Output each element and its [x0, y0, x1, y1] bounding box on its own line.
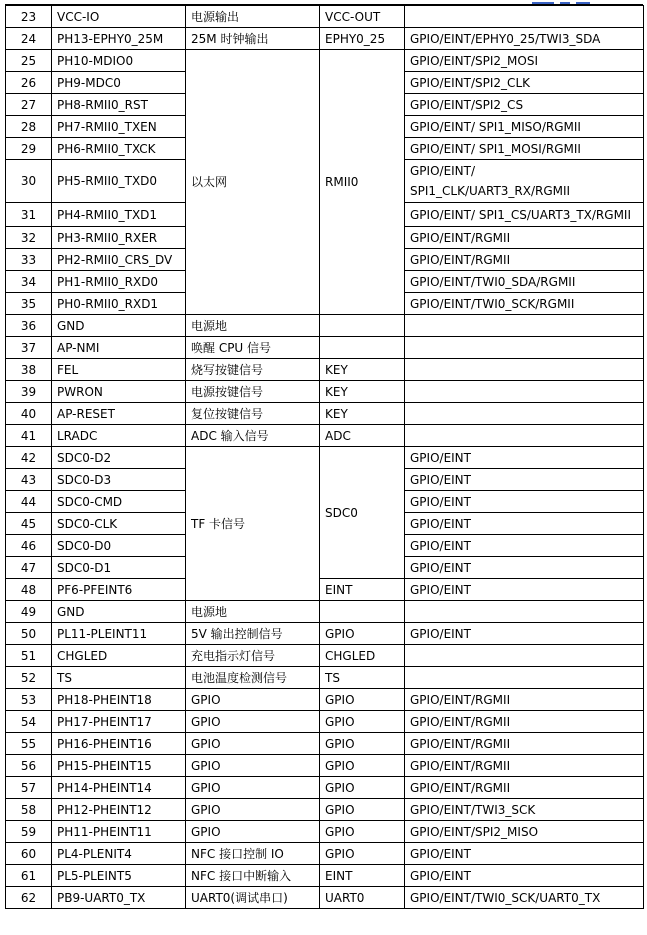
pin-name: PH7-RMII0_TXEN	[52, 116, 186, 138]
pin-description: 电源地	[186, 601, 320, 623]
pin-gpio	[405, 645, 644, 667]
pin-gpio: GPIO/EINT/EPHY0_25/TWI3_SDA	[405, 28, 644, 50]
pin-number: 23	[6, 6, 52, 28]
pin-description: 唤醒 CPU 信号	[186, 337, 320, 359]
table-row	[6, 381, 644, 403]
table-row	[6, 667, 644, 689]
pin-function: TS	[320, 667, 405, 689]
pin-gpio: GPIO/EINT	[405, 865, 644, 887]
pin-gpio: GPIO/EINT	[405, 447, 644, 469]
pin-name: PH11-PHEINT11	[52, 821, 186, 843]
pin-function: GPIO	[320, 821, 405, 843]
pin-gpio	[405, 601, 644, 623]
pin-number: 24	[6, 28, 52, 50]
pin-name: AP-NMI	[52, 337, 186, 359]
pin-gpio: GPIO/EINT/ SPI1_MISO/RGMII	[405, 116, 644, 138]
pin-gpio: GPIO/EINT/SPI2_MOSI	[405, 50, 644, 72]
pin-number: 31	[6, 203, 52, 227]
table-row	[6, 887, 644, 909]
pin-number: 39	[6, 381, 52, 403]
pin-name: PL11-PLEINT11	[52, 623, 186, 645]
pin-gpio: GPIO/EINT/TWI0_SCK/RGMII	[405, 293, 644, 315]
pin-number: 45	[6, 513, 52, 535]
pin-function: UART0	[320, 887, 405, 909]
pin-number: 61	[6, 865, 52, 887]
header-mark	[532, 2, 554, 4]
table-row	[6, 315, 644, 337]
table-row	[6, 359, 644, 381]
pin-description: GPIO	[186, 777, 320, 799]
pin-description: 复位按键信号	[186, 403, 320, 425]
pin-name: PH6-RMII0_TXCK	[52, 138, 186, 160]
pin-number: 35	[6, 293, 52, 315]
pin-description: 烧写按键信号	[186, 359, 320, 381]
pin-description-tf-card: TF 卡信号	[186, 447, 320, 601]
pin-number: 62	[6, 887, 52, 909]
pin-description-ethernet: 以太网	[186, 50, 320, 315]
pin-name: PH14-PHEINT14	[52, 777, 186, 799]
pin-name: PH2-RMII0_CRS_DV	[52, 249, 186, 271]
pin-function: GPIO	[320, 711, 405, 733]
pin-gpio	[405, 403, 644, 425]
pin-function: KEY	[320, 381, 405, 403]
pin-number: 47	[6, 557, 52, 579]
pin-description: GPIO	[186, 755, 320, 777]
pin-function: KEY	[320, 403, 405, 425]
pin-name: GND	[52, 315, 186, 337]
pin-function: GPIO	[320, 689, 405, 711]
pin-number: 29	[6, 138, 52, 160]
pin-function	[320, 315, 405, 337]
table-row	[6, 843, 644, 865]
pin-gpio: GPIO/EINT/RGMII	[405, 711, 644, 733]
table-row	[6, 645, 644, 667]
pin-name: SDC0-D2	[52, 447, 186, 469]
pin-number: 48	[6, 579, 52, 601]
pin-name: SDC0-CMD	[52, 491, 186, 513]
pin-definition-table	[5, 5, 644, 909]
pin-gpio: GPIO/EINT/RGMII	[405, 227, 644, 249]
pin-name: PL4-PLENIT4	[52, 843, 186, 865]
pin-gpio: GPIO/EINT	[405, 513, 644, 535]
pin-name: PB9-UART0_TX	[52, 887, 186, 909]
pin-number: 43	[6, 469, 52, 491]
pin-number: 49	[6, 601, 52, 623]
pin-name: SDC0-D1	[52, 557, 186, 579]
table-row	[6, 865, 644, 887]
pin-gpio	[405, 337, 644, 359]
pin-function: CHGLED	[320, 645, 405, 667]
pin-gpio	[405, 315, 644, 337]
pin-number: 52	[6, 667, 52, 689]
pin-name: PH10-MDIO0	[52, 50, 186, 72]
pin-number: 50	[6, 623, 52, 645]
pin-number: 30	[6, 160, 52, 203]
pin-number: 40	[6, 403, 52, 425]
pin-number: 53	[6, 689, 52, 711]
pin-number: 58	[6, 799, 52, 821]
pin-gpio	[405, 381, 644, 403]
pin-gpio: GPIO/EINT	[405, 843, 644, 865]
pin-name: PH8-RMII0_RST	[52, 94, 186, 116]
pin-description: 充电指示灯信号	[186, 645, 320, 667]
pin-function: EPHY0_25	[320, 28, 405, 50]
pin-description: GPIO	[186, 733, 320, 755]
pin-name: PL5-PLEINT5	[52, 865, 186, 887]
pin-name: GND	[52, 601, 186, 623]
pin-name: SDC0-D0	[52, 535, 186, 557]
pin-name: PH15-PHEINT15	[52, 755, 186, 777]
pin-name: PH12-PHEINT12	[52, 799, 186, 821]
pin-number: 25	[6, 50, 52, 72]
pin-name: FEL	[52, 359, 186, 381]
pin-description: NFC 接口控制 IO	[186, 843, 320, 865]
pin-gpio: GPIO/EINT/ SPI1_CLK/UART3_RX/RGMII	[405, 160, 644, 203]
table-row	[6, 601, 644, 623]
pin-name: PWRON	[52, 381, 186, 403]
pin-gpio	[405, 359, 644, 381]
pin-name: PH1-RMII0_RXD0	[52, 271, 186, 293]
pin-function: GPIO	[320, 623, 405, 645]
pin-gpio	[405, 425, 644, 447]
pin-number: 44	[6, 491, 52, 513]
pin-gpio: GPIO/EINT	[405, 469, 644, 491]
pin-description: NFC 接口中断输入	[186, 865, 320, 887]
pin-description: GPIO	[186, 711, 320, 733]
pin-number: 51	[6, 645, 52, 667]
pin-function: VCC-OUT	[320, 6, 405, 28]
pin-number: 34	[6, 271, 52, 293]
table-row	[6, 799, 644, 821]
pin-number: 60	[6, 843, 52, 865]
table-row	[6, 711, 644, 733]
header-mark	[576, 2, 590, 4]
table-row	[6, 403, 644, 425]
pin-description: 25M 时钟输出	[186, 28, 320, 50]
table-row	[6, 28, 644, 50]
table-row	[6, 337, 644, 359]
pin-gpio: GPIO/EINT/TWI0_SDA/RGMII	[405, 271, 644, 293]
pin-gpio: GPIO/EINT/SPI2_MISO	[405, 821, 644, 843]
pin-description: 电源按键信号	[186, 381, 320, 403]
pin-name: PH13-EPHY0_25M	[52, 28, 186, 50]
pin-number: 46	[6, 535, 52, 557]
pin-gpio: GPIO/EINT/RGMII	[405, 755, 644, 777]
pin-function: GPIO	[320, 843, 405, 865]
pin-number: 54	[6, 711, 52, 733]
pin-name: PH0-RMII0_RXD1	[52, 293, 186, 315]
pin-name: SDC0-CLK	[52, 513, 186, 535]
table-row	[6, 733, 644, 755]
pin-number: 33	[6, 249, 52, 271]
pin-name: PH5-RMII0_TXD0	[52, 160, 186, 203]
pin-function-rmii0: RMII0	[320, 50, 405, 315]
pin-gpio: GPIO/EINT	[405, 623, 644, 645]
pin-number: 56	[6, 755, 52, 777]
pin-gpio: GPIO/EINT/RGMII	[405, 689, 644, 711]
pin-name: AP-RESET	[52, 403, 186, 425]
table-row	[6, 689, 644, 711]
pin-gpio: GPIO/EINT/SPI2_CLK	[405, 72, 644, 94]
pin-gpio: GPIO/EINT/RGMII	[405, 249, 644, 271]
pin-function: GPIO	[320, 755, 405, 777]
pin-name: PH3-RMII0_RXER	[52, 227, 186, 249]
pin-description: 5V 输出控制信号	[186, 623, 320, 645]
pin-function: GPIO	[320, 733, 405, 755]
pin-number: 38	[6, 359, 52, 381]
pin-gpio: GPIO/EINT/TWI3_SCK	[405, 799, 644, 821]
pin-function: GPIO	[320, 777, 405, 799]
pin-function: GPIO	[320, 799, 405, 821]
table-row	[6, 821, 644, 843]
pin-number: 42	[6, 447, 52, 469]
pin-description: ADC 输入信号	[186, 425, 320, 447]
pin-gpio: GPIO/EINT/RGMII	[405, 777, 644, 799]
table-row	[6, 6, 644, 28]
pin-number: 57	[6, 777, 52, 799]
pin-gpio: GPIO/EINT	[405, 579, 644, 601]
pin-gpio: GPIO/EINT/TWI0_SCK/UART0_TX	[405, 887, 644, 909]
pin-function	[320, 601, 405, 623]
pin-description: GPIO	[186, 689, 320, 711]
pin-gpio: GPIO/EINT	[405, 535, 644, 557]
pin-function: EINT	[320, 865, 405, 887]
table-row	[6, 425, 644, 447]
pin-name: SDC0-D3	[52, 469, 186, 491]
pin-number: 26	[6, 72, 52, 94]
pin-gpio: GPIO/EINT/RGMII	[405, 733, 644, 755]
pin-name: PH4-RMII0_TXD1	[52, 203, 186, 227]
pin-gpio: GPIO/EINT	[405, 557, 644, 579]
pin-number: 41	[6, 425, 52, 447]
pin-gpio: GPIO/EINT	[405, 491, 644, 513]
pin-name: LRADC	[52, 425, 186, 447]
pin-gpio	[405, 6, 644, 28]
pin-function-sdc0: SDC0	[320, 447, 405, 579]
pin-number: 32	[6, 227, 52, 249]
table-row	[6, 447, 644, 469]
pin-number: 28	[6, 116, 52, 138]
pin-description: 电池温度检测信号	[186, 667, 320, 689]
pin-gpio: GPIO/EINT/ SPI1_MOSI/RGMII	[405, 138, 644, 160]
table-row	[6, 579, 644, 601]
pin-description: GPIO	[186, 799, 320, 821]
pin-name: PF6-PFEINT6	[52, 579, 186, 601]
table-row	[6, 50, 644, 72]
pin-description: 电源地	[186, 315, 320, 337]
pin-number: 36	[6, 315, 52, 337]
pin-name: PH18-PHEINT18	[52, 689, 186, 711]
pin-description: GPIO	[186, 821, 320, 843]
pin-name: PH17-PHEINT17	[52, 711, 186, 733]
pin-function: ADC	[320, 425, 405, 447]
pin-name: CHGLED	[52, 645, 186, 667]
pin-number: 37	[6, 337, 52, 359]
pin-function: KEY	[320, 359, 405, 381]
pin-description: UART0(调试串口)	[186, 887, 320, 909]
pin-name: PH16-PHEINT16	[52, 733, 186, 755]
pin-number: 55	[6, 733, 52, 755]
pin-function	[320, 337, 405, 359]
table-row	[6, 755, 644, 777]
pin-gpio: GPIO/EINT/ SPI1_CS/UART3_TX/RGMII	[405, 203, 644, 227]
pin-gpio	[405, 667, 644, 689]
table-row	[6, 623, 644, 645]
pin-name: VCC-IO	[52, 6, 186, 28]
pin-number: 27	[6, 94, 52, 116]
pin-name: TS	[52, 667, 186, 689]
pin-function: EINT	[320, 579, 405, 601]
table-row	[6, 777, 644, 799]
pin-name: PH9-MDC0	[52, 72, 186, 94]
pin-number: 59	[6, 821, 52, 843]
header-mark	[560, 2, 570, 4]
pin-description: 电源输出	[186, 6, 320, 28]
pin-gpio: GPIO/EINT/SPI2_CS	[405, 94, 644, 116]
